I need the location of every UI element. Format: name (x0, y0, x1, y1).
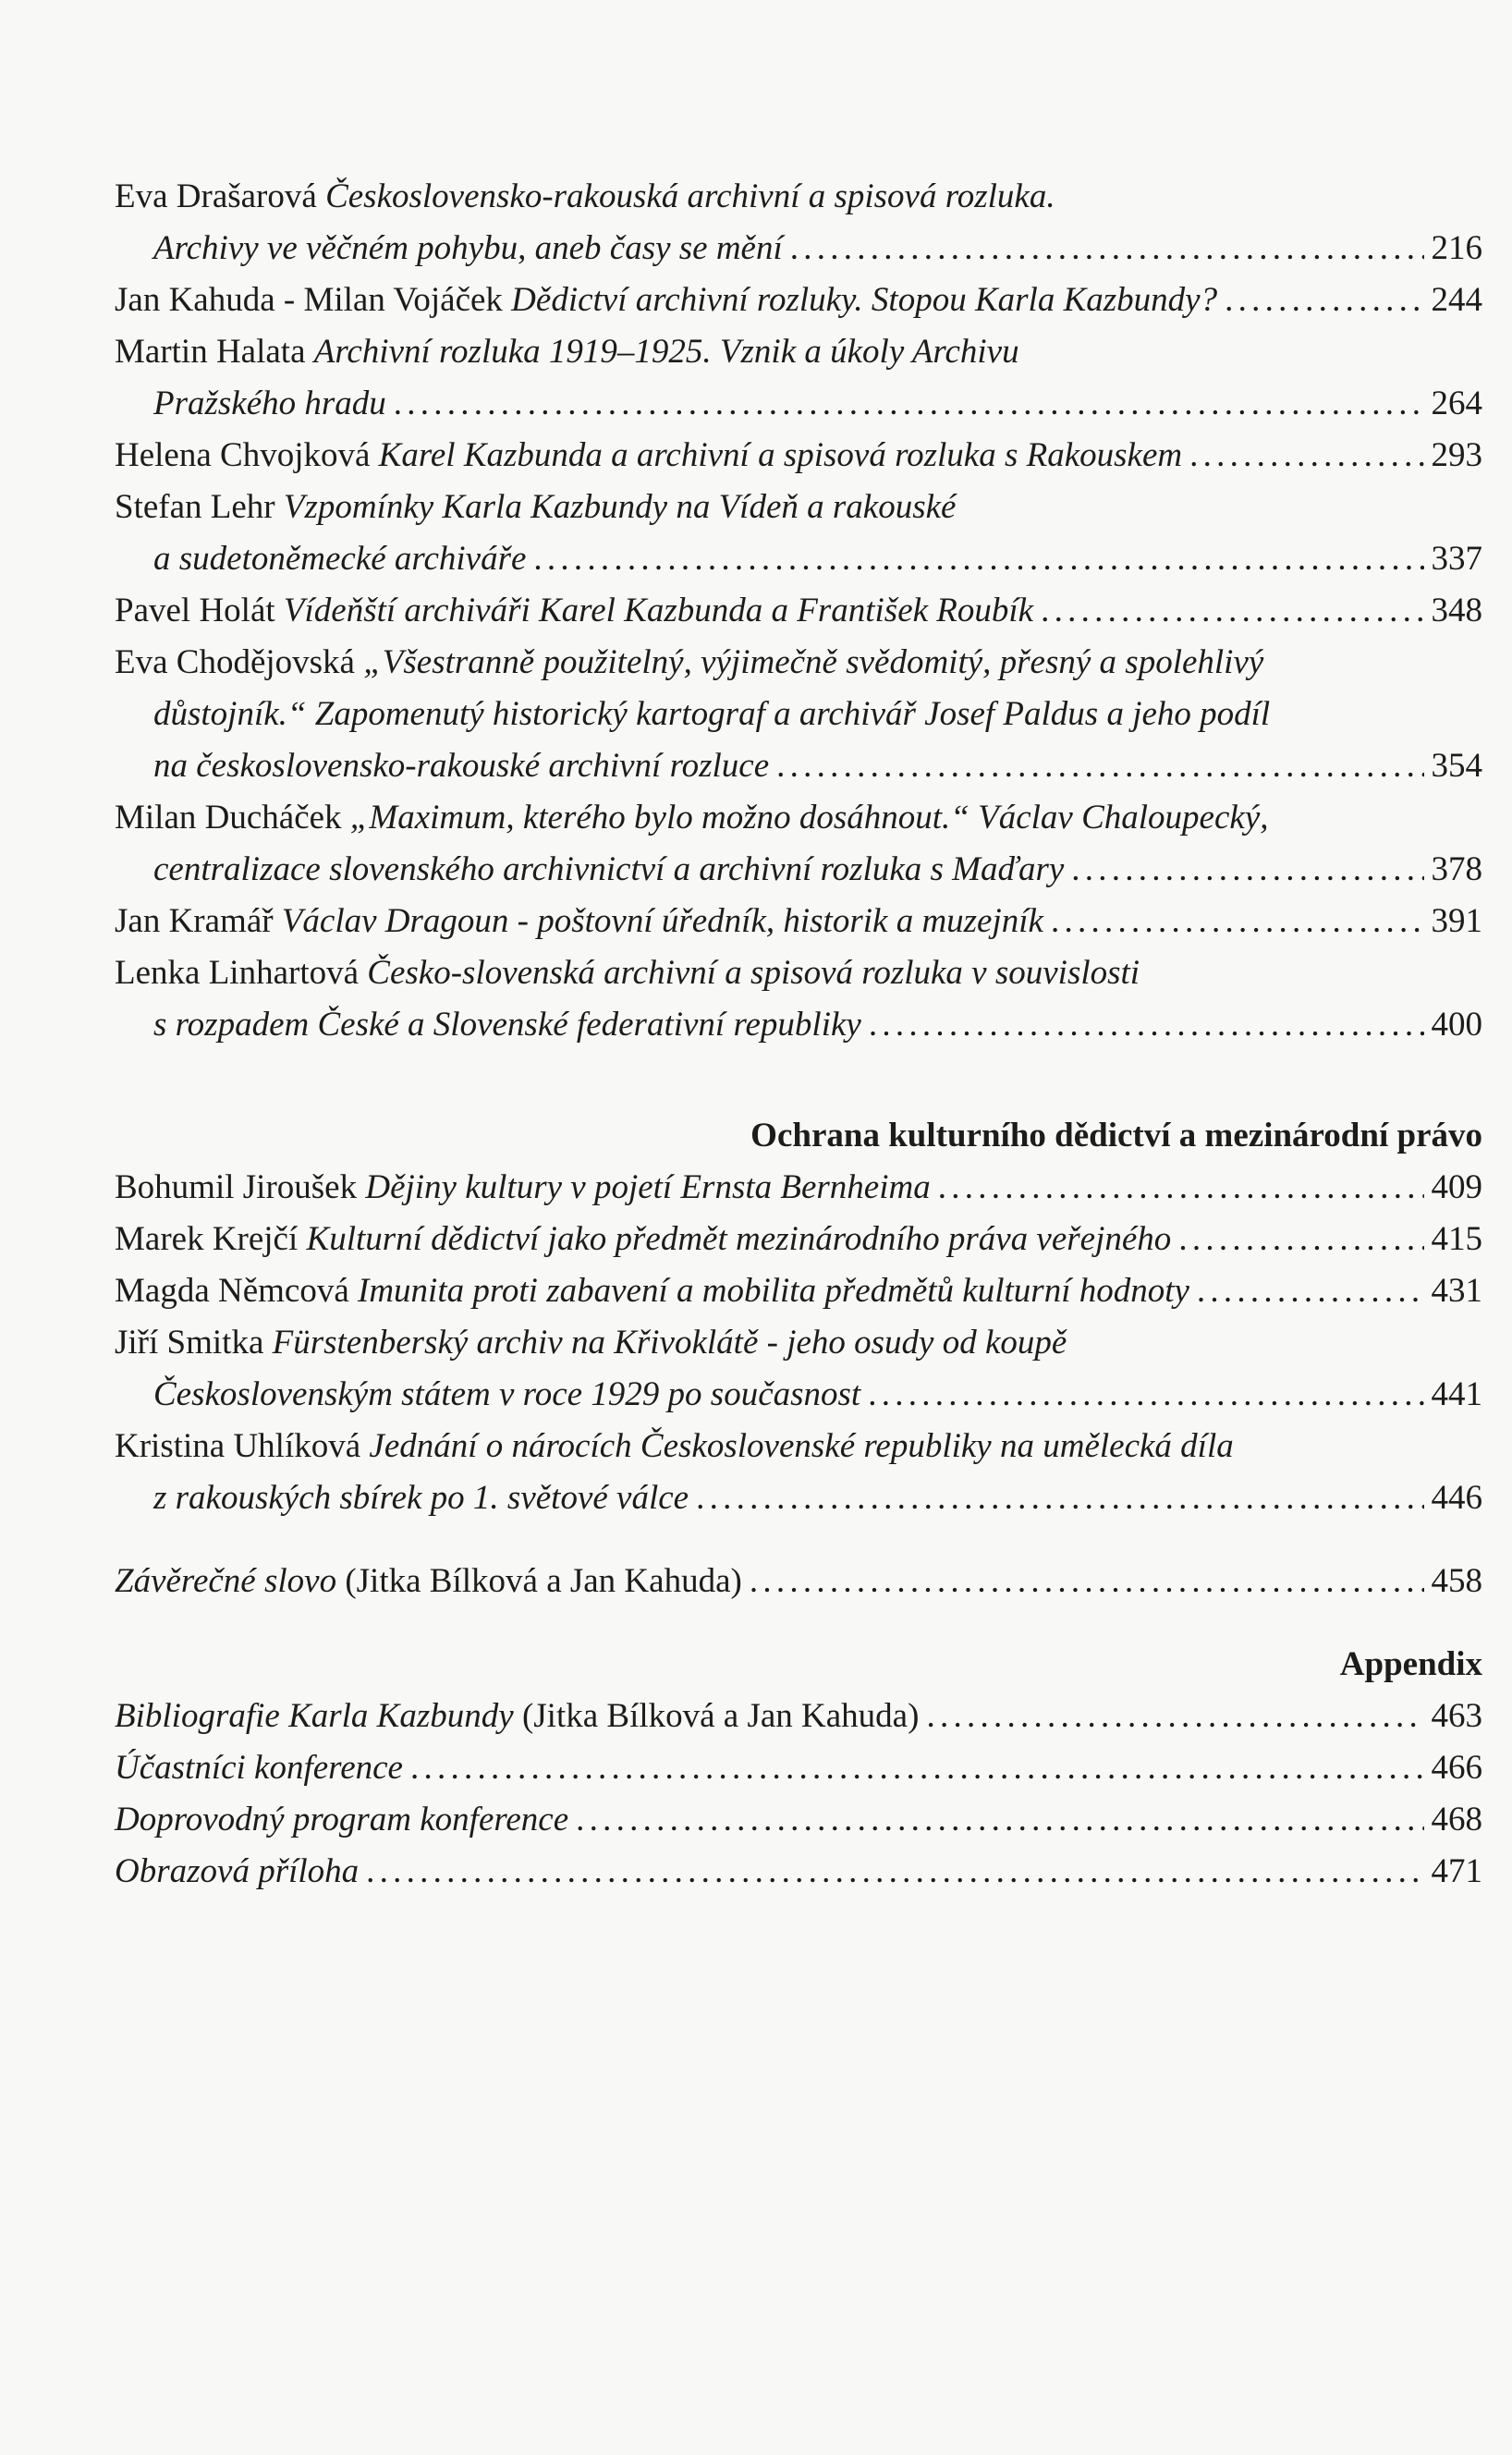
entry-author: Martin Halata (115, 333, 306, 371)
entry-title: „Maximum, kterého bylo možno dosáhnout.“ Václav Chaloupecký, (349, 799, 1269, 837)
toc-entry[interactable] (115, 637, 1482, 792)
entry-title: Doprovodný program konference (115, 1801, 569, 1838)
dot-leader (1071, 844, 1423, 896)
page-number: 354 (1431, 747, 1482, 785)
toc-entry[interactable] (115, 1742, 1482, 1794)
entry-line (115, 482, 1482, 533)
section-spacer (115, 1524, 1482, 1556)
dot-leader (869, 999, 1424, 1051)
page-number: 471 (1431, 1852, 1482, 1890)
toc-entry[interactable] (115, 1317, 1482, 1421)
entry-editors: (Jitka Bílková a Jan Kahuda) (345, 1562, 742, 1600)
toc-section (115, 1556, 1482, 1607)
entry-title: Československo-rakouská archivní a spisová rozluka. (325, 177, 1055, 215)
entry-line (115, 1691, 1482, 1742)
entry-author: Stefan Lehr (115, 488, 275, 526)
dot-leader (926, 1691, 1423, 1742)
entry-title: Česko-slovenská archivní a spisová rozluka v souvislosti (367, 954, 1140, 992)
dot-leader (410, 1742, 1424, 1794)
entry-author: Milan Ducháček (115, 799, 342, 837)
entry-title: Imunita proti zabavení a mobilita předmětů kulturní hodnoty (358, 1272, 1189, 1310)
toc-section (115, 1639, 1482, 1898)
entry-title: Kulturní dědictví jako předmět mezinárodního práva veřejného (306, 1220, 1172, 1258)
dot-leader (576, 1794, 1423, 1846)
toc-entry[interactable] (115, 430, 1482, 482)
entry-line (115, 326, 1482, 378)
page-number: 463 (1431, 1697, 1482, 1735)
entry-author: Bohumil Jiroušek (115, 1168, 358, 1206)
entry-title: na československo-rakouské archivní rozluce (153, 747, 770, 785)
toc-section (115, 171, 1482, 1051)
dot-leader (1041, 585, 1423, 637)
entry-author: Helena Chvojková (115, 436, 371, 474)
page-number: 458 (1431, 1562, 1482, 1600)
entry-line (115, 378, 1482, 430)
page-number: 264 (1431, 385, 1482, 422)
page-number: 409 (1431, 1168, 1482, 1206)
entry-author: Lenka Linhartová (115, 954, 360, 992)
entry-editors: (Jitka Bílková a Jan Kahuda) (521, 1697, 920, 1735)
entry-title: „Všestranně použitelný, výjimečně svědomitý, přesný a spolehlivý (363, 643, 1264, 681)
entry-title: Karel Kazbunda a archivní a spisová rozluka s Rakouskem (378, 436, 1183, 474)
entry-title: Vzpomínky Karla Kazbundy na Vídeň a rakouské (283, 488, 957, 526)
entry-line (115, 430, 1482, 482)
entry-author: Jiří Smitka (115, 1324, 264, 1362)
toc-entry[interactable] (115, 1556, 1482, 1607)
entry-line (115, 1846, 1482, 1898)
toc-entry[interactable] (115, 171, 1482, 275)
page-number: 415 (1431, 1220, 1482, 1258)
toc-entry[interactable] (115, 1846, 1482, 1898)
entry-title: Bibliografie Karla Kazbundy (115, 1697, 514, 1735)
entry-line (115, 689, 1482, 740)
page-number: 466 (1431, 1749, 1482, 1787)
entry-title: Závěrečné slovo (115, 1562, 337, 1600)
dot-leader (1197, 1265, 1424, 1317)
entry-line (115, 171, 1482, 223)
dot-leader (776, 740, 1423, 792)
section-spacer (115, 1607, 1482, 1639)
page-number: 216 (1431, 229, 1482, 267)
entry-line (115, 533, 1482, 585)
entry-author: Eva Drašarová (115, 177, 317, 215)
entry-line (115, 1472, 1482, 1524)
entry-author: Pavel Holát (115, 592, 275, 629)
entry-line (115, 1556, 1482, 1607)
entry-title: Dějiny kultury v pojetí Ernsta Bernheima (365, 1168, 931, 1206)
page-number: 244 (1431, 281, 1482, 319)
entry-title: s rozpadem České a Slovenské federativní republiky (153, 1006, 861, 1044)
section-spacer (115, 1051, 1482, 1110)
entry-title: Jednání o nárocích Československé republiky na umělecká díla (369, 1427, 1234, 1465)
entry-line (115, 637, 1482, 689)
entry-title: Archivní rozluka 1919–1925. Vznik a úkoly Archivu (313, 333, 1019, 371)
toc-entry[interactable] (115, 1265, 1482, 1317)
entry-title: Dědictví archivní rozluky. Stopou Karla Kazbundy? (511, 281, 1218, 319)
entry-title: centralizace slovenského archivnictví a archivní rozluka s Maďary (153, 850, 1065, 888)
entry-title: Vídeňští archiváři Karel Kazbunda a František Roubík (283, 592, 1034, 629)
page-number: 441 (1431, 1375, 1482, 1413)
entry-title: Účastníci konference (115, 1749, 403, 1787)
dot-leader (1178, 1214, 1423, 1265)
toc-entry[interactable] (115, 1421, 1482, 1524)
entry-author: Magda Němcová (115, 1272, 349, 1310)
page-number: 400 (1431, 1006, 1482, 1044)
section-heading: Ochrana kulturního dědictví a mezinárodní právo (750, 1117, 1482, 1154)
entry-line (115, 792, 1482, 844)
page-number: 446 (1431, 1479, 1482, 1517)
toc-entry[interactable] (115, 275, 1482, 326)
dot-leader (750, 1556, 1424, 1607)
entry-line (115, 1162, 1482, 1214)
toc-entry[interactable] (115, 1794, 1482, 1846)
entry-author: Jan Kramář (115, 902, 274, 940)
entry-line (115, 1794, 1482, 1846)
entry-line (115, 947, 1482, 999)
entry-line (115, 844, 1482, 896)
entry-line (115, 1317, 1482, 1369)
dot-leader (938, 1162, 1424, 1214)
toc-section (115, 1110, 1482, 1524)
entry-line (115, 1421, 1482, 1472)
entry-line (115, 999, 1482, 1051)
entry-title: důstojník.“ Zapomenutý historický kartograf a archivář Josef Paldus a jeho podíl (153, 695, 1271, 733)
dot-leader (790, 223, 1424, 275)
table-of-contents (115, 171, 1482, 1898)
toc-entry[interactable] (115, 585, 1482, 637)
entry-author: Jan Kahuda - Milan Vojáček (115, 281, 503, 319)
dot-leader (868, 1369, 1423, 1421)
entry-line (115, 740, 1482, 792)
toc-entry[interactable] (115, 326, 1482, 430)
entry-title: z rakouských sbírek po 1. světové válce (153, 1479, 689, 1517)
toc-entry[interactable] (115, 947, 1482, 1051)
page-number: 468 (1431, 1801, 1482, 1838)
entry-line (115, 223, 1482, 275)
entry-title: a sudetoněmecké archiváře (153, 540, 527, 578)
entry-line (115, 1742, 1482, 1794)
toc-entry[interactable] (115, 1691, 1482, 1742)
page-number: 293 (1431, 436, 1482, 474)
dot-leader (1225, 275, 1423, 326)
toc-entry[interactable] (115, 1214, 1482, 1265)
entry-line (115, 1214, 1482, 1265)
entry-title: Československým státem v roce 1929 po současnost (153, 1375, 861, 1413)
page-number: 337 (1431, 540, 1482, 578)
page-number: 391 (1431, 902, 1482, 940)
entry-title: Obrazová příloha (115, 1852, 360, 1890)
toc-entry[interactable] (115, 482, 1482, 585)
dot-leader (1051, 896, 1424, 947)
dot-leader (366, 1846, 1423, 1898)
section-heading: Appendix (1339, 1645, 1482, 1683)
page-number: 348 (1431, 592, 1482, 629)
dot-leader (1189, 430, 1423, 482)
entry-line (115, 1369, 1482, 1421)
page-number: 378 (1431, 850, 1482, 888)
entry-title: Archivy ve věčném pohybu, aneb časy se mění (153, 229, 783, 267)
toc-entry[interactable] (115, 792, 1482, 896)
page-number: 431 (1431, 1272, 1482, 1310)
entry-author: Marek Krejčí (115, 1220, 299, 1258)
entry-line (115, 896, 1482, 947)
toc-entry[interactable] (115, 1162, 1482, 1214)
entry-title: Václav Dragoun - poštovní úředník, historik a muzejník (281, 902, 1043, 940)
entry-title: Fürstenberský archiv na Křivoklátě - jeho osudy od koupě (272, 1324, 1067, 1362)
entry-author: Kristina Uhlíková (115, 1427, 361, 1465)
entry-line (115, 275, 1482, 326)
entry-line (115, 585, 1482, 637)
entry-line (115, 1265, 1482, 1317)
entry-title: Pražského hradu (153, 385, 386, 422)
dot-leader (696, 1472, 1423, 1524)
dot-leader (533, 533, 1423, 585)
toc-entry[interactable] (115, 896, 1482, 947)
dot-leader (394, 378, 1424, 430)
entry-author: Eva Chodějovská (115, 643, 355, 681)
